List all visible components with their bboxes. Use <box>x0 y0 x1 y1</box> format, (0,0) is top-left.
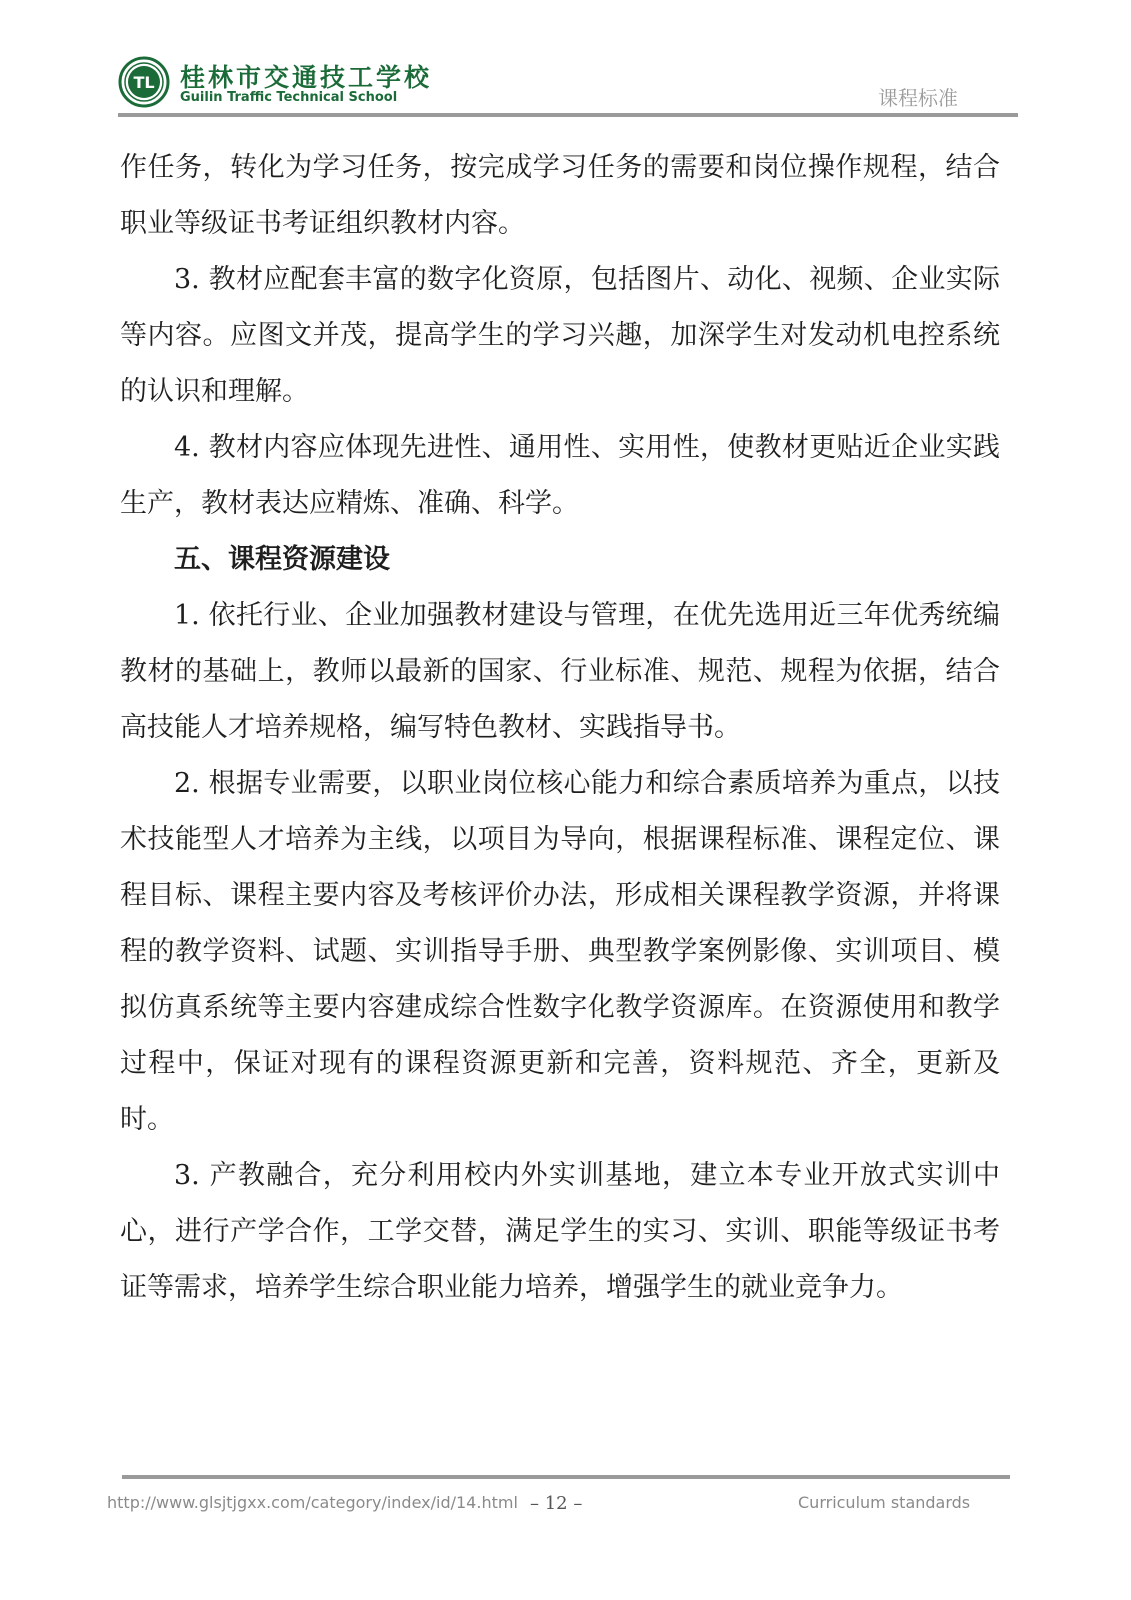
footer-url: http://www.glsjtjgxx.com/category/index/id/14.html <box>107 1493 518 1512</box>
school-logo-icon <box>118 56 170 108</box>
paragraph-resource-3: 3. 产教融合，充分利用校内外实训基地，建立本专业开放式实训中心，进行产学合作，工学交替，满足学生的实习、实训、职能等级证书考证等需求，培养学生综合职业能力培养，增强学生的就业竞争力。 <box>120 1160 1000 1303</box>
school-name-chinese: 桂林市交通技工学校 <box>180 63 433 92</box>
footer-divider <box>122 1475 1010 1479</box>
section-heading: 五、课程资源建设 <box>174 544 390 575</box>
paragraph-resource-1: 1. 依托行业、企业加强教材建设与管理，在优先选用近三年优秀统编教材的基础上，教师以最新的国家、行业标准、规范、规程为依据，结合高技能人才培养规格，编写特色教材、实践指导书。 <box>120 600 1000 743</box>
paragraph-continued: 作任务，转化为学习任务，按完成学习任务的需要和岗位操作规程，结合职业等级证书考证组织教材内容。 <box>120 152 1000 239</box>
paragraph-item-4: 4. 教材内容应体现先进性、通用性、实用性，使教材更贴近企业实践生产，教材表达应精炼、准确、科学。 <box>120 432 1000 519</box>
document-type-label: 课程标准 <box>878 86 958 110</box>
paragraph-item-3: 3. 教材应配套丰富的数字化资原，包括图片、动化、视频、企业实际等内容。应图文并茂，提高学生的学习兴趣，加深学生对发动机电控系统的认识和理解。 <box>120 264 1000 407</box>
page-number: – 12 – <box>530 1493 583 1514</box>
header-divider <box>118 113 1018 117</box>
footer-label: Curriculum standards <box>798 1493 971 1512</box>
page-header <box>0 0 1131 120</box>
paragraph-resource-2: 2. 根据专业需要，以职业岗位核心能力和综合素质培养为重点，以技术技能型人才培养为主线，以项目为导向，根据课程标准、课程定位、课程目标、课程主要内容及考核评价办法，形成相关课程教学资源，并将课程的教学资料、试题、实训指导手册、典型教学案例影像、实训项目、模拟仿真系统等主要内容建成综合性数字化教学资源库。在资源使用和教学过程中，保证对现有的课程资源更新和完善，资料规范、齐全，更新及时。 <box>120 768 1000 1135</box>
svg-text:TL: TL <box>133 73 155 92</box>
school-name-english: Guilin Traffic Technical School <box>180 90 398 105</box>
page-body <box>120 140 1000 1316</box>
